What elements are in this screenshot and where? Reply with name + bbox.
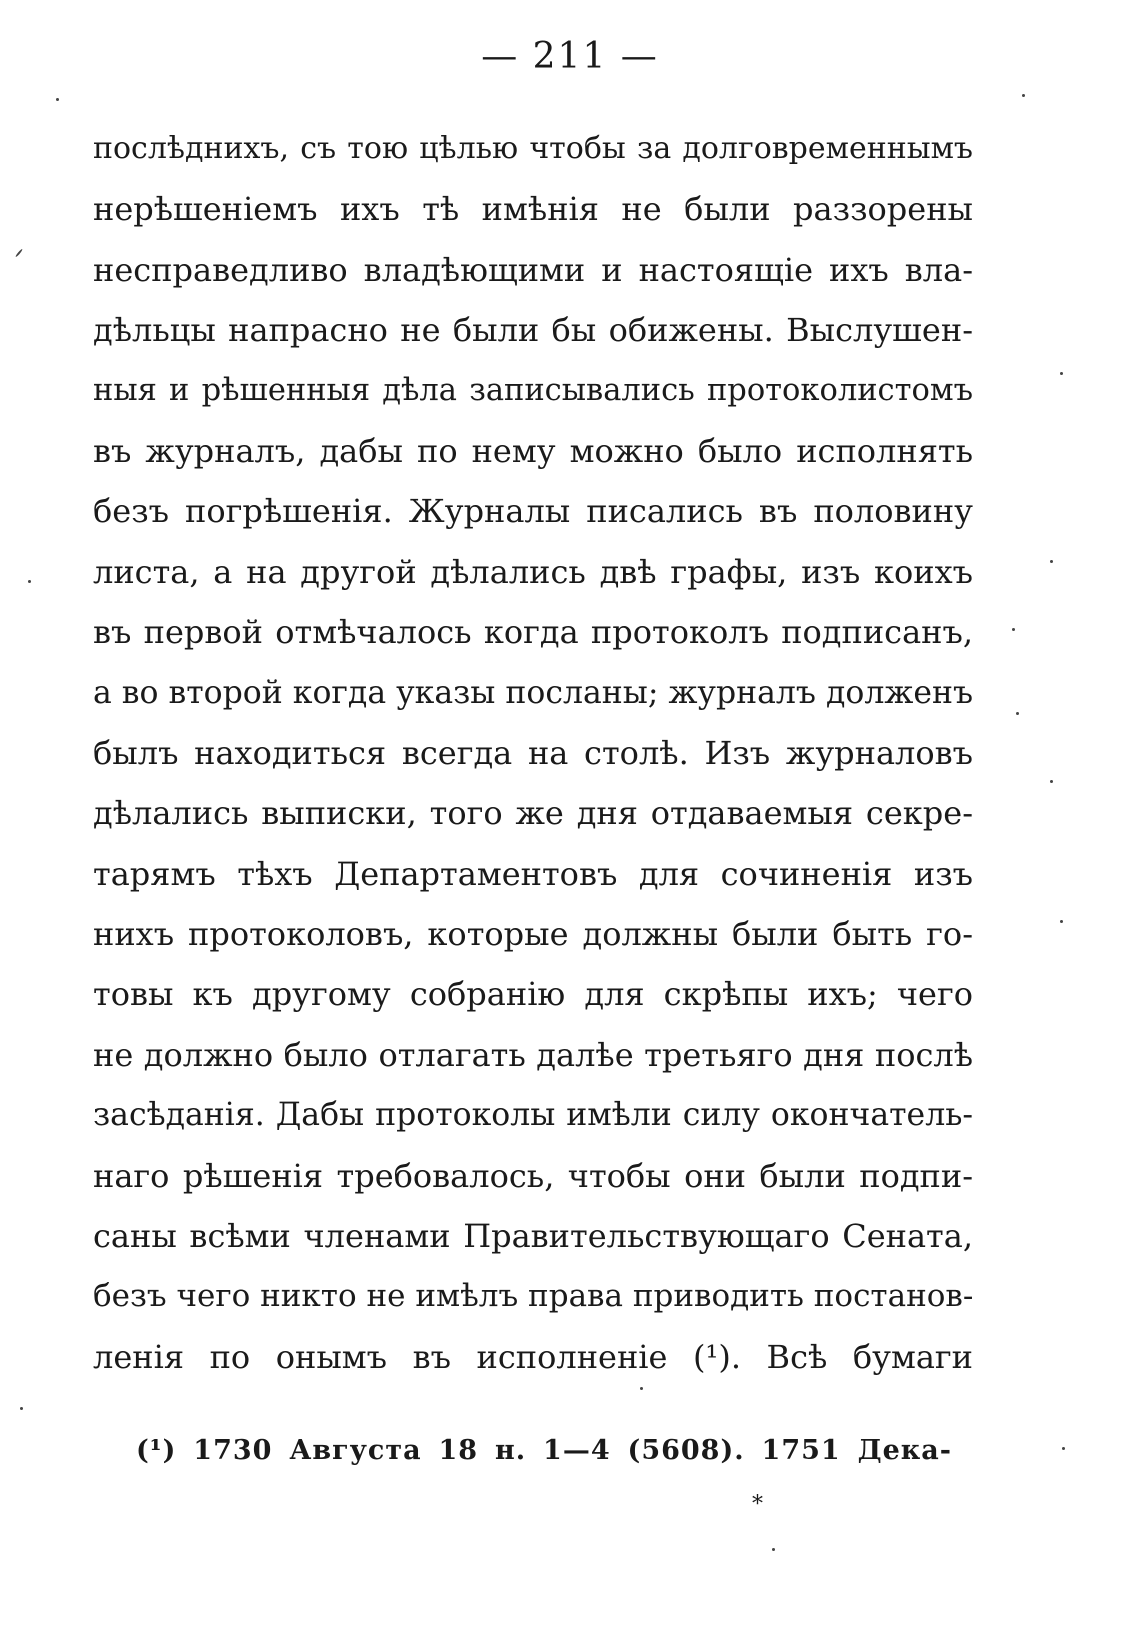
print-speck xyxy=(56,98,59,101)
text-line: несправедливо владѣющими и настоящіе ихъ вла- xyxy=(93,250,973,289)
text-line: наго рѣшенія требовалось, чтобы они были подпи- xyxy=(93,1156,973,1195)
print-speck xyxy=(28,580,31,583)
print-speck xyxy=(1016,712,1019,715)
text-line: листа, а на другой дѣлались двѣ графы, изъ коихъ xyxy=(93,552,973,591)
text-line: а во второй когда указы посланы; журналъ долженъ xyxy=(93,674,974,711)
text-line: былъ находиться всегда на столѣ. Изъ журналовъ xyxy=(93,733,973,772)
print-speck xyxy=(1012,628,1015,631)
text-line: засѣданія. Дабы протоколы имѣли силу окончатель- xyxy=(93,1097,973,1134)
text-line: не должно было отлагать далѣе третьяго дня послѣ xyxy=(93,1035,973,1074)
print-speck xyxy=(772,1548,775,1551)
body-text xyxy=(93,119,973,1387)
print-speck xyxy=(1050,780,1053,783)
text-line: товы къ другому собранію для скрѣпы ихъ; чего xyxy=(93,975,973,1014)
page-number: — 211 — xyxy=(481,36,659,77)
text-line: ныя и рѣшенныя дѣла записывались протоколистомъ xyxy=(93,372,973,408)
text-line: безъ чего никто не имѣлъ права приводить постанов- xyxy=(93,1278,974,1315)
text-line: ленія по онымъ въ исполненіе (¹). Всѣ бумаги xyxy=(93,1337,973,1376)
print-speck xyxy=(1062,1447,1065,1450)
text-line: дѣльцы напрасно не были бы обижены. Выслушен- xyxy=(93,311,973,350)
text-line: безъ погрѣшенія. Журналы писались въ половину xyxy=(93,492,973,531)
text-line: саны всѣми членами Правительствующаго Сената, xyxy=(93,1217,973,1256)
text-line: тарямъ тѣхъ Департаментовъ для сочиненія изъ xyxy=(93,854,973,893)
print-speck xyxy=(1022,94,1025,97)
print-speck xyxy=(1060,920,1063,923)
print-speck xyxy=(20,1407,23,1410)
text-line: послѣднихъ, съ тою цѣлью чтобы за долговременнымъ xyxy=(93,131,973,166)
text-line: нихъ протоколовъ, которые должны были быть го- xyxy=(93,915,973,954)
text-line: въ журналъ, дабы по нему можно было исполнять xyxy=(93,431,973,470)
print-speck xyxy=(1050,560,1053,563)
print-speck xyxy=(15,249,23,258)
text-line: въ первой отмѣчалось когда протоколъ подписанъ, xyxy=(93,613,973,652)
star-mark: * xyxy=(752,1492,763,1517)
text-line: дѣлались выписки, того же дня отдаваемыя секре- xyxy=(93,794,973,833)
print-speck xyxy=(1060,372,1063,375)
print-speck xyxy=(640,1387,643,1390)
footnote: (¹) 1730 Августа 18 н. 1—4 (5608). 1751 Дека- xyxy=(136,1435,952,1466)
text-line: нерѣшеніемъ ихъ тѣ имѣнія не были раззорены xyxy=(93,190,973,229)
